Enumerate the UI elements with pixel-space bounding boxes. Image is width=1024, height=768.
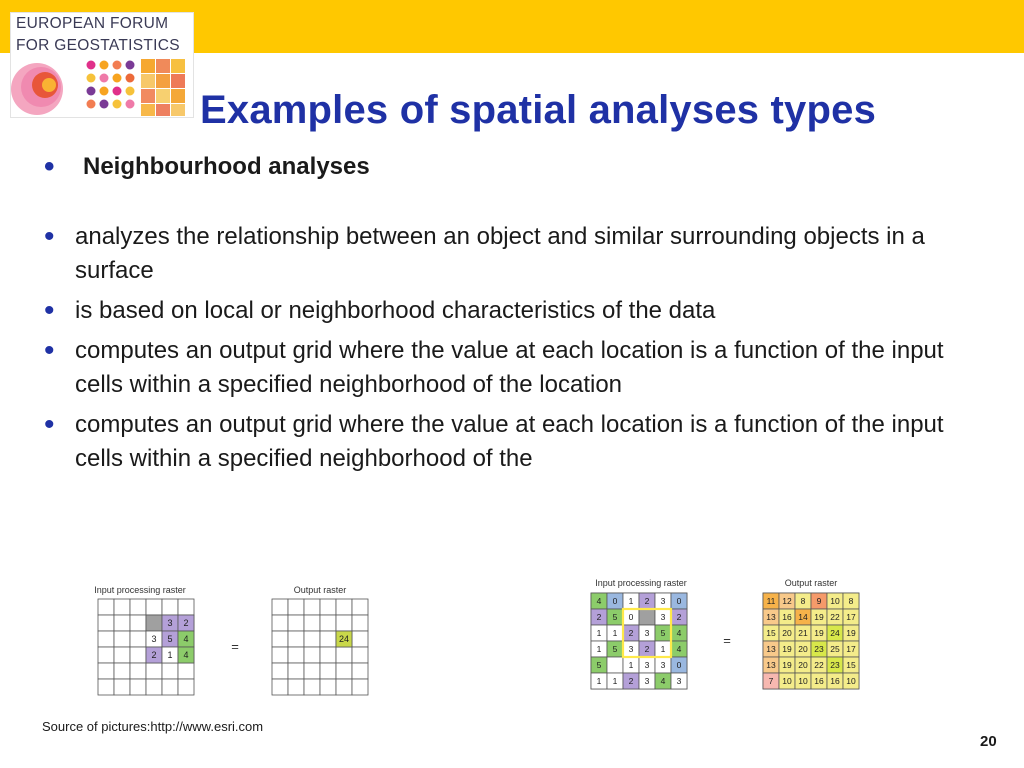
output-raster-value-label: 8 xyxy=(848,596,854,607)
input-raster-value-label: 2 xyxy=(628,676,634,687)
output-raster-value-label: 10 xyxy=(830,596,840,607)
bullet-text: analyzes the relationship between an object and similar surrounding objects in a surface xyxy=(75,223,925,284)
output-raster-cell xyxy=(288,663,304,679)
output-raster-cell xyxy=(320,615,336,631)
output-raster-cell xyxy=(352,663,368,679)
input-raster-value-label: 2 xyxy=(644,644,650,655)
output-raster-cell xyxy=(336,615,352,631)
input-raster-cell xyxy=(98,679,114,695)
input-raster-value-label: 1 xyxy=(628,596,634,607)
input-raster-value-label: 0 xyxy=(676,596,682,607)
input-raster-value-label: 4 xyxy=(596,596,602,607)
input-raster-value-label: 3 xyxy=(660,596,666,607)
output-raster-cell xyxy=(320,679,336,695)
output-raster-cell xyxy=(320,631,336,647)
output-raster-value-label: 14 xyxy=(798,612,808,623)
output-raster-cell xyxy=(320,663,336,679)
input-raster-cell xyxy=(114,663,130,679)
input-raster-cell xyxy=(130,679,146,695)
input-raster-value-label: 1 xyxy=(167,650,173,661)
logo-graphic xyxy=(11,57,193,117)
input-raster-value-label: 3 xyxy=(644,660,650,671)
bullet-dot-icon: • xyxy=(44,294,55,327)
logo-line-1: EUROPEAN FORUM xyxy=(16,15,169,32)
input-raster-cell xyxy=(178,599,194,615)
input-raster-cell xyxy=(162,663,178,679)
input-raster-value-label: 2 xyxy=(151,650,157,661)
output-raster-value-label: 20 xyxy=(798,644,808,655)
input-raster-cell xyxy=(114,679,130,695)
input-raster-cell xyxy=(178,663,194,679)
output-raster-value-label: 25 xyxy=(830,644,840,655)
output-raster-cell xyxy=(352,647,368,663)
input-raster-caption: Input processing raster xyxy=(94,585,186,595)
input-raster-cell xyxy=(98,599,114,615)
input-raster-cell xyxy=(146,663,162,679)
input-raster-value-label: 0 xyxy=(628,612,634,623)
input-raster-cell xyxy=(130,647,146,663)
output-raster-cell xyxy=(288,631,304,647)
output-raster-cell xyxy=(336,599,352,615)
input-raster-value-label: 1 xyxy=(612,676,618,687)
input-raster-cell xyxy=(98,663,114,679)
bullet-text: computes an output grid where the value at each location is a function of the input cells within a specified neighborhood of the xyxy=(75,411,944,472)
input-raster-cell xyxy=(178,679,194,695)
input-raster-value-label: 5 xyxy=(612,612,618,623)
output-raster-cell xyxy=(272,631,288,647)
output-raster-cell xyxy=(352,631,368,647)
output-raster-value-label: 19 xyxy=(782,644,792,655)
input-raster-value-label: 1 xyxy=(612,628,618,639)
output-raster-value-label: 15 xyxy=(846,660,856,671)
output-raster-value-label: 22 xyxy=(814,660,824,671)
source-caption: Source of pictures:http://www.esri.com xyxy=(42,719,264,734)
bullet-dot-icon: • xyxy=(44,408,55,441)
input-raster-value-label: 1 xyxy=(628,660,634,671)
logo-line-2: FOR GEOSTATISTICS xyxy=(16,37,180,54)
output-raster-value-label: 17 xyxy=(846,612,856,623)
page-number: 20 xyxy=(980,733,997,750)
equals-sign: = xyxy=(231,639,239,654)
output-raster-value-label: 13 xyxy=(766,612,776,623)
input-raster-value-cell xyxy=(146,615,162,631)
input-raster-cell xyxy=(130,599,146,615)
bullet-list xyxy=(44,150,984,476)
bullet-dot-icon: • xyxy=(44,150,55,183)
output-raster-value-label: 24 xyxy=(830,628,840,639)
bullet-item xyxy=(44,294,984,328)
input-raster-value-label: 2 xyxy=(644,596,650,607)
focal-cell-figure xyxy=(78,567,398,713)
input-raster-value-label: 3 xyxy=(167,618,173,629)
output-raster-cell xyxy=(272,679,288,695)
input-raster-cell xyxy=(130,615,146,631)
output-raster-cell xyxy=(320,647,336,663)
output-raster-value-label: 23 xyxy=(830,660,840,671)
input-raster-value-label: 3 xyxy=(644,628,650,639)
input-raster-value-label: 3 xyxy=(660,660,666,671)
output-raster-cell xyxy=(336,679,352,695)
output-raster-value-label: 7 xyxy=(768,676,774,687)
input-raster-caption: Input processing raster xyxy=(595,578,687,588)
output-raster-value-label: 19 xyxy=(846,628,856,639)
focal-sum-diagram xyxy=(557,565,897,713)
output-raster-value-label: 21 xyxy=(798,628,808,639)
input-raster-value-label: 3 xyxy=(644,676,650,687)
output-raster-value-label: 24 xyxy=(338,634,350,645)
output-raster-cell xyxy=(288,599,304,615)
input-raster-cell xyxy=(162,679,178,695)
output-raster-cell xyxy=(304,599,320,615)
input-raster-value-label: 0 xyxy=(612,596,618,607)
output-raster-value-label: 12 xyxy=(782,596,792,607)
input-raster-cell xyxy=(114,631,130,647)
output-raster-value-label: 13 xyxy=(766,660,776,671)
input-raster-cell xyxy=(114,647,130,663)
input-raster-value-label: 5 xyxy=(167,634,173,645)
input-raster-cell xyxy=(114,599,130,615)
output-raster-cell xyxy=(288,647,304,663)
focal-sum-figure xyxy=(557,565,897,713)
equals-sign: = xyxy=(723,633,731,648)
output-raster-value-label: 10 xyxy=(798,676,808,687)
input-raster-value-label: 0 xyxy=(676,660,682,671)
output-raster-value-label: 8 xyxy=(800,596,806,607)
input-raster-cell xyxy=(114,615,130,631)
input-raster-value-label: 3 xyxy=(628,644,634,655)
output-raster-cell xyxy=(304,631,320,647)
output-raster-cell xyxy=(272,599,288,615)
output-raster-value-label: 10 xyxy=(782,676,792,687)
output-raster-cell xyxy=(304,663,320,679)
input-raster-cell xyxy=(130,631,146,647)
input-raster-value-label: 5 xyxy=(612,644,618,655)
output-raster-cell xyxy=(336,647,352,663)
output-raster-value-label: 19 xyxy=(814,612,824,623)
output-raster-value-label: 17 xyxy=(846,644,856,655)
output-raster-value-label: 19 xyxy=(782,660,792,671)
bullet-item xyxy=(44,408,984,476)
input-raster-value-label: 4 xyxy=(676,628,682,639)
bullet-text: computes an output grid where the value at each location is a function of the input cells within a specified neighborhood of the location xyxy=(75,337,944,398)
focal-cell-diagram xyxy=(78,567,398,713)
output-raster-value-label: 13 xyxy=(766,644,776,655)
output-raster-cell xyxy=(304,679,320,695)
input-raster-cell xyxy=(146,599,162,615)
output-raster-cell xyxy=(336,663,352,679)
output-raster-caption: Output raster xyxy=(784,578,838,588)
input-raster-value-label: 4 xyxy=(660,676,666,687)
bullet-dot-icon: • xyxy=(44,220,55,253)
output-raster-value-label: 16 xyxy=(830,676,840,687)
input-raster-cell xyxy=(130,663,146,679)
output-raster-value-label: 9 xyxy=(816,596,822,607)
output-raster-cell xyxy=(352,615,368,631)
input-raster-value-label: 1 xyxy=(660,644,666,655)
input-raster-cell xyxy=(98,647,114,663)
bullet-text: is based on local or neighborhood characteristics of the data xyxy=(75,297,716,324)
efgs-logo xyxy=(10,12,194,118)
input-raster-value-label: 3 xyxy=(660,612,666,623)
input-raster-value-label: 1 xyxy=(596,644,602,655)
input-raster-value-label: 2 xyxy=(628,628,634,639)
output-raster-cell xyxy=(272,647,288,663)
output-raster-cell xyxy=(320,599,336,615)
output-raster-value-label: 16 xyxy=(782,612,792,623)
output-raster-value-label: 20 xyxy=(798,660,808,671)
heading-bullet xyxy=(44,150,984,184)
output-raster-cell xyxy=(304,647,320,663)
output-raster-cell xyxy=(352,599,368,615)
output-raster-cell xyxy=(288,679,304,695)
input-raster-value-cell xyxy=(639,609,655,625)
input-raster-value-label: 4 xyxy=(676,644,682,655)
input-raster-value-label: 2 xyxy=(596,612,602,623)
bullet-dot-icon: • xyxy=(44,334,55,367)
output-raster-cell xyxy=(288,615,304,631)
input-raster-cell xyxy=(146,679,162,695)
output-raster-cell xyxy=(304,615,320,631)
input-raster-value-label: 4 xyxy=(183,650,189,661)
input-raster-cell xyxy=(162,599,178,615)
bullet-item xyxy=(44,220,984,288)
output-raster-cell xyxy=(272,663,288,679)
output-raster-value-label: 19 xyxy=(814,628,824,639)
heading-bullet-text: Neighbourhood analyses xyxy=(83,153,370,180)
input-raster-value-label: 4 xyxy=(183,634,189,645)
input-raster-value-label: 1 xyxy=(596,628,602,639)
input-raster-value-label: 3 xyxy=(151,634,157,645)
logo-text xyxy=(16,13,180,57)
output-raster-caption: Output raster xyxy=(293,585,347,595)
input-raster-value-label: 1 xyxy=(596,676,602,687)
output-raster-value-label: 23 xyxy=(814,644,824,655)
input-raster-value-label: 2 xyxy=(676,612,682,623)
input-raster-cell xyxy=(98,615,114,631)
input-raster-cell xyxy=(98,631,114,647)
input-raster-value-cell xyxy=(607,657,623,673)
input-raster-value-label: 3 xyxy=(676,676,682,687)
output-raster-value-label: 16 xyxy=(814,676,824,687)
output-raster-value-label: 20 xyxy=(782,628,792,639)
input-raster-value-label: 2 xyxy=(183,618,189,629)
input-raster-value-label: 5 xyxy=(660,628,666,639)
output-raster-cell xyxy=(272,615,288,631)
slide-title: Examples of spatial analyses types xyxy=(200,88,877,132)
bullet-item xyxy=(44,334,984,402)
output-raster-cell xyxy=(352,679,368,695)
input-raster-value-label: 5 xyxy=(596,660,602,671)
output-raster-value-label: 15 xyxy=(766,628,776,639)
output-raster-value-label: 11 xyxy=(766,596,776,607)
output-raster-value-label: 10 xyxy=(846,676,856,687)
output-raster-value-label: 22 xyxy=(830,612,840,623)
